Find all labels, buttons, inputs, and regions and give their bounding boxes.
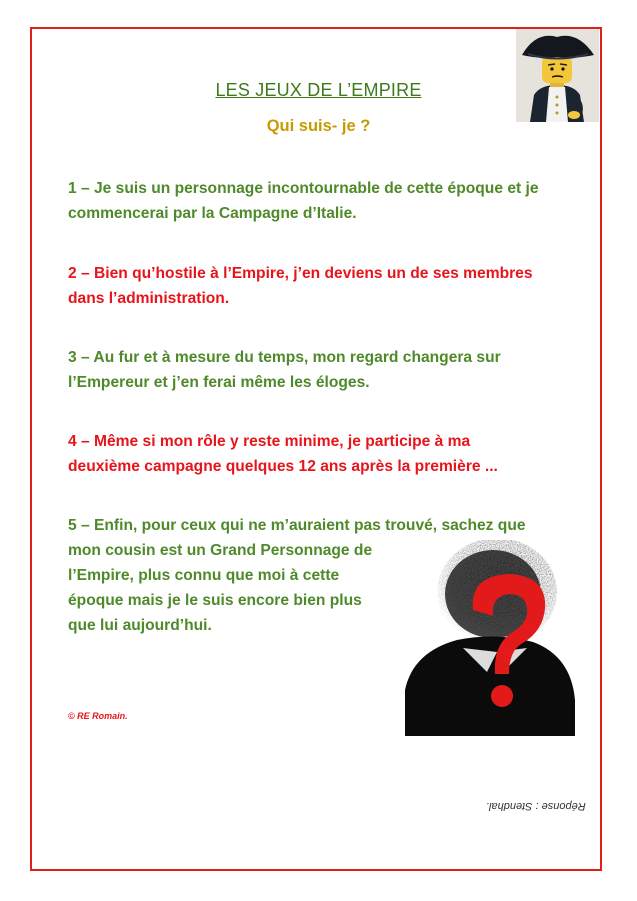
page-title: LES JEUX DE L’EMPIRE <box>215 80 422 100</box>
clue-line: 1 – Je suis un personnage incontournable de cette époque et je <box>68 180 539 197</box>
clue-1 <box>68 176 539 226</box>
clue-4 <box>68 429 498 479</box>
answer-upside-down: Réponse : Stendhal. <box>486 800 586 812</box>
clue-line: que lui aujourd’hui. <box>68 617 212 634</box>
clue-line: 5 – Enfin, pour ceux qui ne m’auraient pas trouvé, sachez que <box>68 517 526 534</box>
clue-line: époque mais je le suis encore bien plus <box>68 592 362 609</box>
clue-line: mon cousin est un Grand Personnage de <box>68 542 373 559</box>
clue-line: l’Empire, plus connu que moi à cette <box>68 567 340 584</box>
clue-line: deuxième campagne quelques 12 ans après la première ... <box>68 458 498 475</box>
napoleon-figure-icon <box>516 29 599 122</box>
clue-line: 3 – Au fur et à mesure du temps, mon regard changera sur <box>68 349 501 366</box>
clue-line: commencerai par la Campagne d’Italie. <box>68 205 357 222</box>
clue-line: 2 – Bien qu’hostile à l’Empire, j’en deviens un de ses membres <box>68 265 533 282</box>
question-mark-silhouette-icon <box>405 540 575 736</box>
clue-2 <box>68 261 533 311</box>
clue-3 <box>68 345 501 395</box>
page-subtitle: Qui suis- je ? <box>266 117 371 135</box>
clue-line: 4 – Même si mon rôle y reste minime, je participe à ma <box>68 433 471 450</box>
clue-line: dans l’administration. <box>68 290 230 307</box>
clue-line: l’Empereur et j’en ferai même les éloges. <box>68 374 370 391</box>
copyright-note: © RE Romain. <box>68 711 128 721</box>
